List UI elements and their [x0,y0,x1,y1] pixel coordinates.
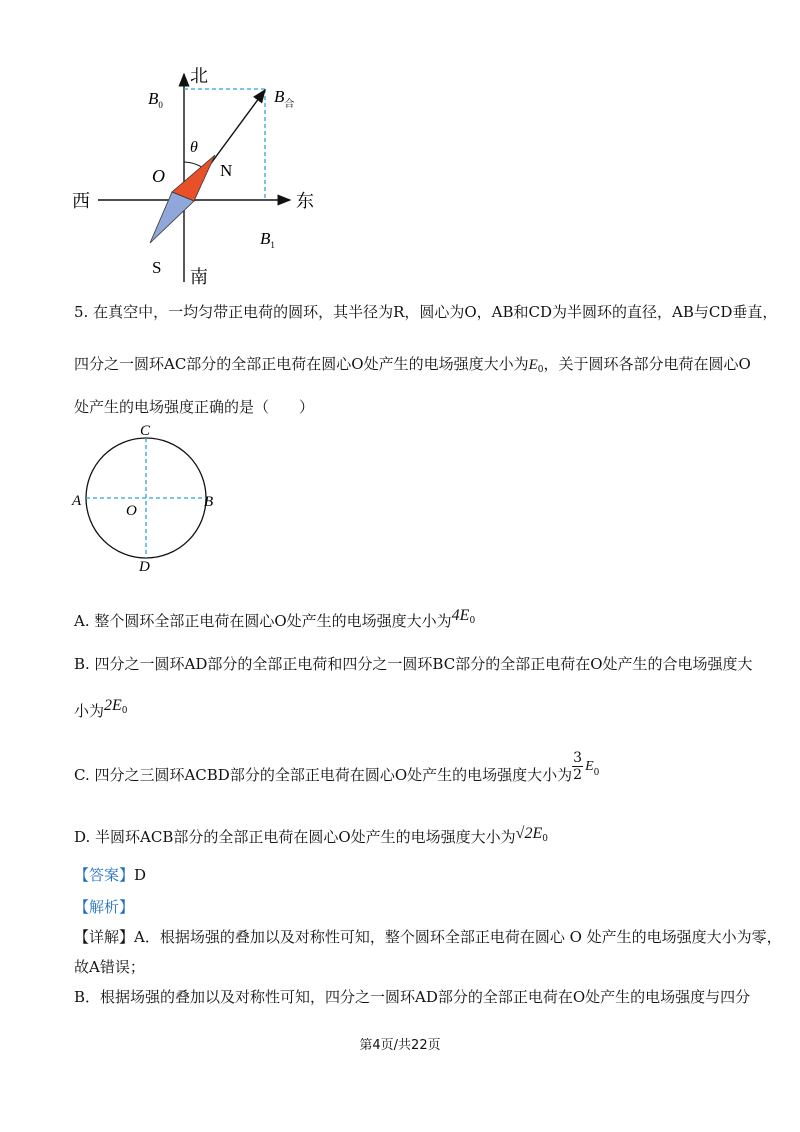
detail-line-3: B．根据场强的叠加以及对称性可知，四分之一圆环AD部分的全部正电荷在O处产生的电场强度与四分 [74,988,751,1006]
option-a-text: A. 整个圆环全部正电荷在圆心O处产生的电场强度大小为 [74,612,452,630]
option-c-symbol: E [585,759,594,774]
label-north: 北 [190,66,208,87]
option-a [74,607,476,636]
answer-label: 【答案】 [74,866,135,884]
label-west: 西 [72,191,90,212]
label-b1: $B_1$ [260,229,275,250]
detail-label: 【详解】 [74,928,135,946]
label-a: A [72,493,82,509]
answer-line [74,866,146,884]
option-d-subscript: 0 [542,834,548,844]
option-a-value: 4E [451,607,470,624]
label-d: D [139,559,150,575]
question-line-2-a: 四分之一圆环AC部分的全部正电荷在圆心O处产生的电场强度大小为 [74,355,529,373]
label-east: 东 [296,191,314,212]
fraction-three-halves [572,750,583,783]
label-south: 南 [190,267,208,288]
question-line-2 [74,355,751,379]
option-c [74,749,600,795]
option-b-line-1: B. 四分之一圆环AD部分的全部正电荷和四分之一圆环BC部分的全部正电荷在O处产生的合电场强度大 [74,655,753,673]
answer-value: D [134,866,147,884]
label-needle-s: S [152,258,162,277]
option-d-text: D. 半圆环ACB部分的全部正电荷在圆心O处产生的电场强度大小为 [74,828,516,846]
page-footer: 第4页/共22页 [359,1038,441,1053]
question-line-3: 处产生的电场强度正确的是（ ） [74,398,315,416]
label-c: C [140,423,151,439]
label-origin: O [152,166,165,186]
label-b: B [204,494,214,510]
detail-line-1-text: A．根据场强的叠加以及对称性可知，整个圆环全部正电荷在圆心 O 处产生的电场强度大小为零， [134,928,782,946]
e0-symbol: E [528,357,538,373]
fraction-denominator: 2 [573,766,583,783]
option-c-subscript: 0 [593,768,600,778]
question-line-1: 5. 在真空中，一均匀带正电荷的圆环，其半径为R，圆心为O，AB和CD为半圆环的直径，AB与CD垂直， [74,303,778,321]
option-d-value: √2E [515,825,543,842]
fraction-numerator: 3 [573,749,583,766]
option-b-line-2 [74,697,128,726]
option-a-subscript: 0 [469,616,476,626]
label-theta: θ [190,139,198,156]
needle-north [172,155,215,201]
label-bsum: $B_合$ [274,87,295,110]
label-o: O [126,503,137,519]
detail-line-2: 故A错误； [74,958,145,976]
label-b0: $B_0$ [148,89,163,110]
option-b-subscript: 0 [121,706,128,716]
option-b-value: 2E [104,697,122,714]
e0-subscript: 0 [537,365,544,375]
option-c-text: C. 四分之三圆环ACBD部分的全部正电荷在圆心O处产生的电场强度大小为 [74,766,573,784]
compass-field-diagram [60,60,340,290]
label-needle-n: N [220,161,233,180]
option-d [74,825,548,852]
question-line-2-b: ，关于圆环各部分电荷在圆心O [543,355,751,373]
analysis-label: 【解析】 [74,898,135,916]
detail-line-1 [74,928,782,946]
ring-diagram [70,420,220,580]
option-b-text: 小为 [74,702,105,720]
